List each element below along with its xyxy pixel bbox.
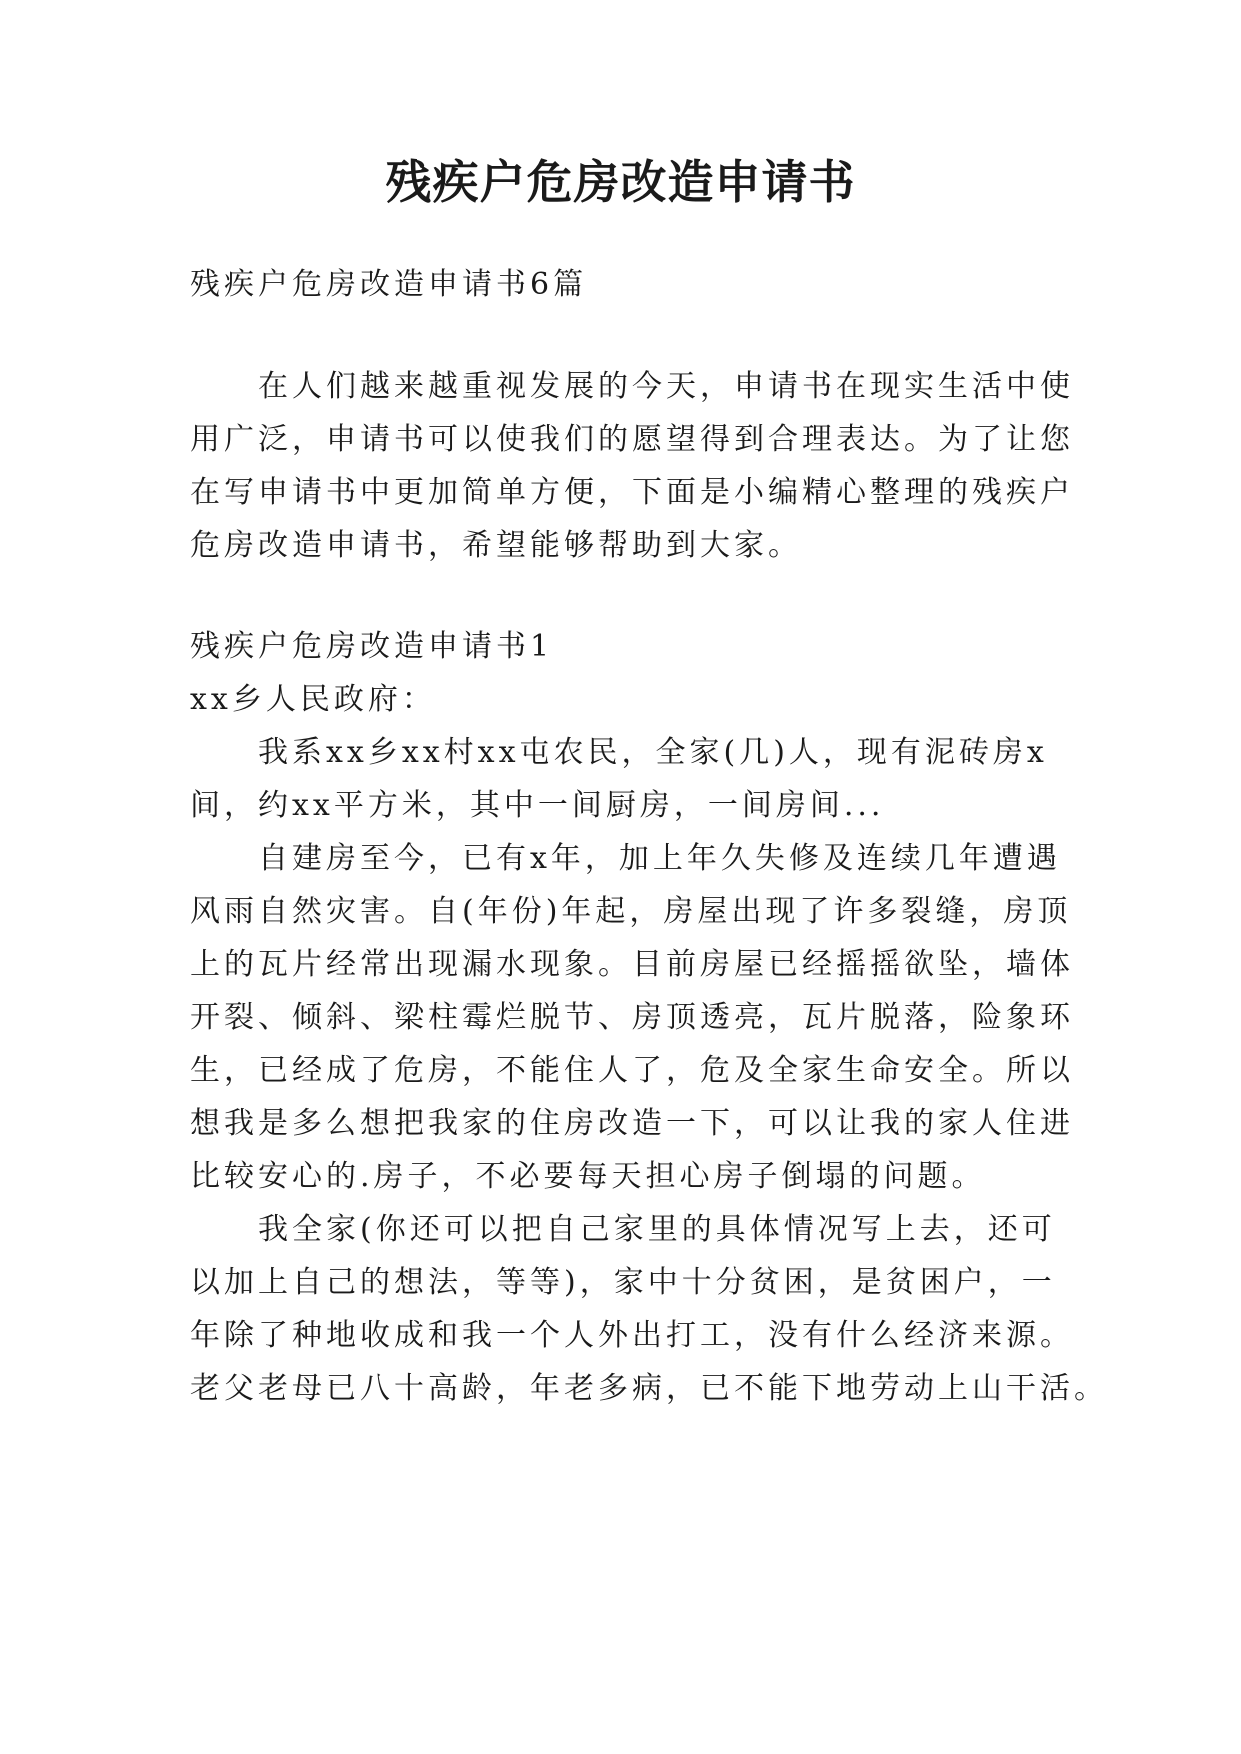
- para3-line-3: 年除了种地收成和我一个人外出打工，没有什么经济来源。: [190, 1318, 1074, 1353]
- document-title: 残疾户危房改造申请书: [385, 155, 856, 209]
- section-heading: 残疾户危房改造申请书1: [190, 629, 554, 664]
- para2-line-6: 想我是多么想把我家的住房改造一下，可以让我的家人住进: [190, 1106, 1074, 1141]
- salutation: xx乡人民政府：: [190, 682, 436, 717]
- para2-line-4: 开裂、倾斜、梁柱霉烂脱节、房顶透亮，瓦片脱落，险象环: [190, 1000, 1074, 1035]
- para2-line-1: 自建房至今，已有x年，加上年久失修及连续几年遭遇: [258, 841, 1061, 876]
- intro-line-1: 在人们越来越重视发展的今天，申请书在现实生活中使: [258, 369, 1074, 404]
- intro-line-2: 用广泛，申请书可以使我们的愿望得到合理表达。为了让您: [190, 422, 1074, 457]
- para2-line-7: 比较安心的.房子，不必要每天担心房子倒塌的问题。: [190, 1159, 986, 1194]
- para3-line-4: 老父老母已八十高龄，年老多病，已不能下地劳动上山干活。: [190, 1371, 1108, 1406]
- intro-line-4: 危房改造申请书，希望能够帮助到大家。: [190, 528, 802, 563]
- para1-line-1: 我系xx乡xx村xx屯农民，全家(几)人，现有泥砖房x: [258, 735, 1048, 770]
- intro-line-3: 在写申请书中更加简单方便，下面是小编精心整理的残疾户: [190, 475, 1074, 510]
- para3-line-1: 我全家(你还可以把自己家里的具体情况写上去，还可: [258, 1212, 1056, 1247]
- para2-line-3: 上的瓦片经常出现漏水现象。目前房屋已经摇摇欲坠，墙体: [190, 947, 1074, 982]
- para1-line-2: 间，约xx平方米，其中一间厨房，一间房间...: [190, 788, 885, 823]
- para3-line-2: 以加上自己的想法，等等)，家中十分贫困，是贫困户，一: [190, 1265, 1056, 1300]
- para2-line-5: 生，已经成了危房，不能住人了，危及全家生命安全。所以: [190, 1053, 1074, 1088]
- document-subtitle: 残疾户危房改造申请书6篇: [190, 267, 588, 302]
- para2-line-2: 风雨自然灾害。自(年份)年起，房屋出现了许多裂缝，房顶: [190, 894, 1072, 929]
